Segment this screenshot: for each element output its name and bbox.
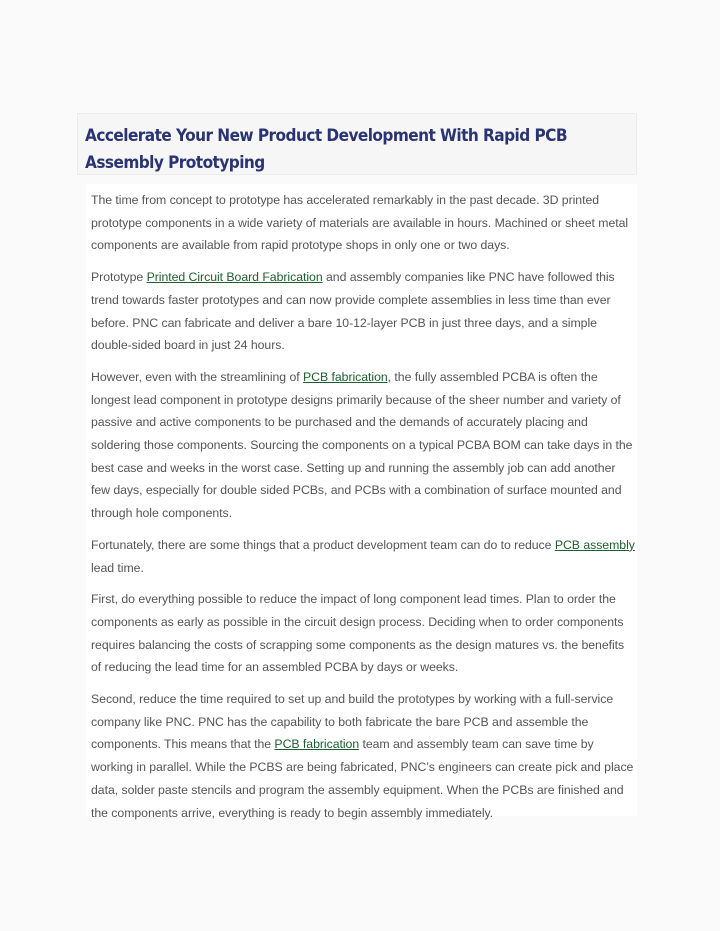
page-title: Accelerate Your New Product Development With Rapid PCB Assembly Prototyping: [85, 126, 567, 172]
paragraph-first-step: First, do everything possible to reduce the impact of long component lead times. Plan to order the components as early as possible in the circuit design process. Deciding when to order components requires balancing the costs of scrapping some components as the design matures vs. the benefits of reducing the lead time for an assembled PCBA by days or weeks.: [91, 592, 625, 675]
link-pcb-fabrication-2[interactable]: PCB fabrication: [274, 737, 360, 752]
paragraph-concept-to-prototype: The time from concept to prototype has accelerated remarkably in the past decade. 3D printed prototype components in a wide variety of materials are available in hours. Machined or sheet metal components are available from rapid prototype shops in only one or two days.: [91, 193, 629, 253]
paragraph-text: However, even with the streamlining of: [91, 369, 303, 384]
article-body: [86, 184, 637, 820]
paragraph-text: Prototype: [91, 270, 147, 285]
paragraph-second-step: [91, 688, 637, 824]
paragraph-prototype-fabrication: [91, 266, 637, 357]
paragraph-reduce-lead-time: [91, 534, 637, 579]
paragraph-text: lead time.: [91, 560, 144, 575]
paragraph-text: and assembly companies like PNC have followed this trend towards faster prototypes and can now provide complete assemblies in less time than ever before. PNC can fabricate and deliver a bare 10-12-layer PCB in just three days, and a simple double-sided board in just 24 hours.: [91, 270, 615, 353]
link-pcb-fabrication[interactable]: PCB fabrication,: [303, 369, 392, 384]
link-pcb-assembly[interactable]: PCB assembly: [554, 537, 635, 552]
title-box: [77, 113, 637, 175]
paragraph-text: Fortunately, there are some things that a product development team can do to reduce: [91, 537, 555, 552]
paragraph-text: team and assembly team can save time by working in parallel. While the PCBS are being fabricated, PNC’s engineers can create pick and place data, solder paste stencils and program the assembly equipment. When the PCBs are finished and the components arrive, everything is ready to begin assembly immediately.: [91, 737, 634, 820]
paragraph-text: the fully assembled PCBA is often the longest lead component in prototype designs primarily because of the sheer number and variety of passive and active components to be purchased and the demands of accurately placing and soldering those components. Sourcing the components on a typical PCBA BOM can take days in the best case and weeks in the worst case. Setting up and running the assembly job can add another few days, especially for double sided PCBs, and PCBs with a combination of surface mounted and through hole components.: [91, 369, 633, 521]
link-printed-circuit-board-fabrication[interactable]: Printed Circuit Board Fabrication: [146, 270, 323, 285]
paragraph-text: Second, reduce the time required to set up and build the prototypes by working with a full-service company like PNC. PNC has the capability to both fabricate the bare PCB and assemble the components. This means that the: [91, 692, 614, 752]
paragraph-longest-lead: [91, 366, 637, 525]
